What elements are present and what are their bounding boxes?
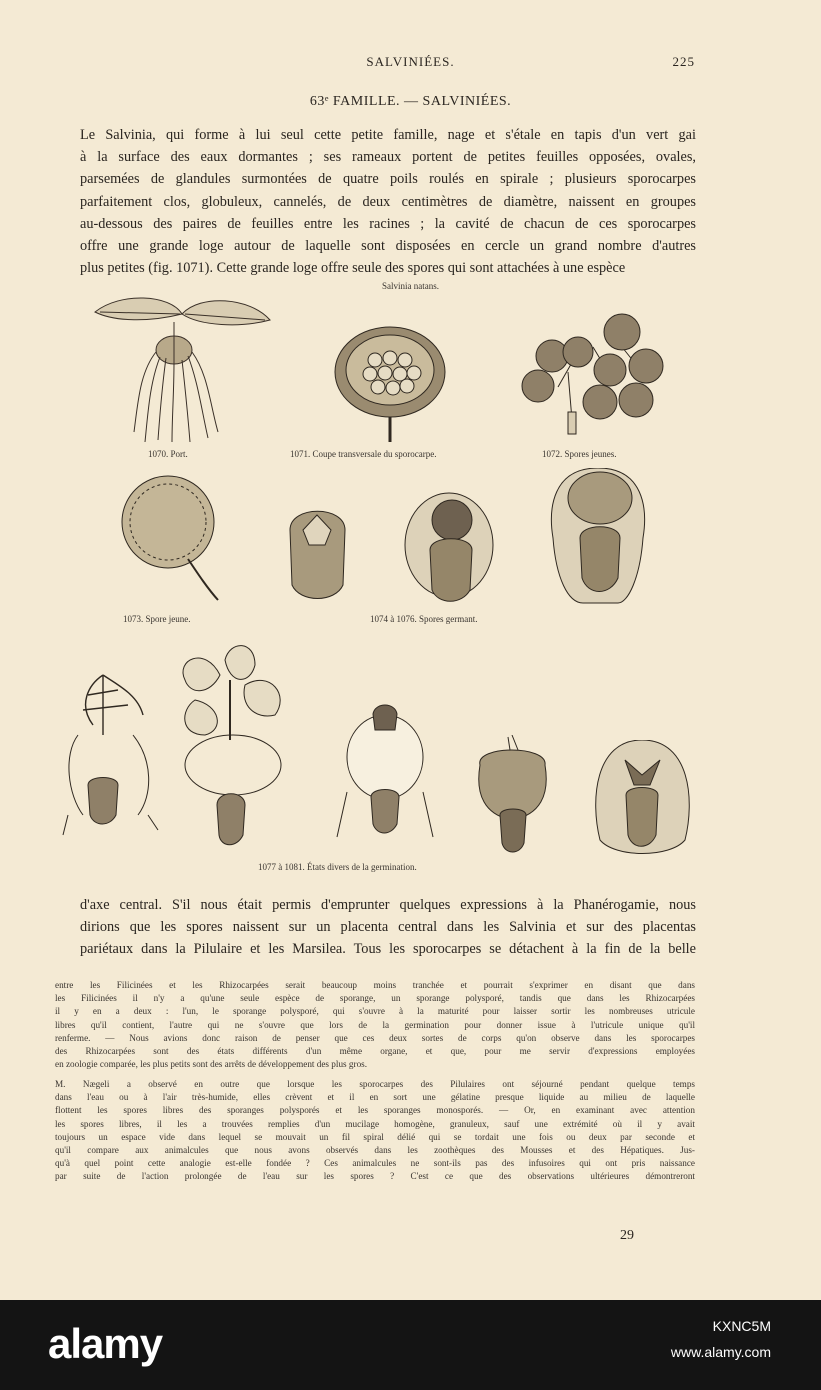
text-line: Le Salvinia, qui forme à lui seul cette petite famille, nage et s'étale en tapis d'un vert gai — [80, 127, 696, 143]
footnote-line: les Filicinées il n'y a qu'une seule espèce de sporange, un sporange polysporé, tandis que dans les Rhizocarpées — [55, 993, 695, 1004]
figure-1072-young-spores-illustration — [518, 312, 668, 437]
caption-1074: 1074 à 1076. Spores germant. — [370, 614, 478, 624]
figure-1081-germination-illustration — [590, 740, 695, 858]
signature-mark: 29 — [620, 1228, 634, 1243]
footnote-line: renferme. — Nous avions donc raison de penser que ces deux sortes de corps qu'on observe dans les sporocarpes — [55, 1032, 695, 1043]
footnote-line: entre les Filicinées et les Rhizocarpées serait beaucoup moins tranchée et pourrait s'exprimer en disant que dans — [55, 980, 695, 990]
figure-1073-young-spore-illustration — [118, 474, 228, 604]
paragraph-2 — [80, 894, 696, 961]
caption-1077: 1077 à 1081. États divers de la germination. — [258, 862, 417, 872]
text-line: au-dessous des paires de feuilles entre les racines ; la cavité de chacun de ces sporocarpes — [80, 215, 696, 232]
figure-1075-spore-illustration — [402, 490, 497, 610]
footnote-line: il y en a deux : l'un, le sporange polysporé, qui s'ouvre à la maturité pour laisser sortir les nombreuses utricule — [55, 1006, 695, 1017]
footnote-line: qu'à quel point cette analogie est-elle fondée ? Ces animalcules ne sont-ils pas des infusoires qui ont pris naissance — [55, 1158, 695, 1169]
plate-title: Salvinia natans. — [382, 281, 439, 291]
figure-1078-germination-illustration — [175, 640, 290, 852]
footnote-line: des Rhizocarpées sont des états différents d'un même organe, et que, pour me servir d'expressions employées — [55, 1046, 695, 1057]
caption-1072: 1072. Spores jeunes. — [542, 449, 617, 459]
running-title: SALVINIÉES. — [366, 54, 455, 69]
caption-1070: 1070. Port. — [148, 449, 188, 459]
figure-1079-germination-illustration — [335, 702, 435, 842]
text-line: plus petites (fig. 1071). Cette grande loge offre seule des spores qui sont attachées à une espèce — [80, 260, 626, 277]
text-line: pariétaux dans la Pilulaire et les Marsilea. Tous les sporocarpes se détachent à la fin de la belle — [80, 941, 696, 958]
text-line: dirions que les spores naissent sur un placenta central dans les Salvinia et sur des placentas — [80, 919, 696, 936]
footnote-2 — [55, 1078, 695, 1184]
caption-1073: 1073. Spore jeune. — [123, 614, 191, 624]
figure-1071-sporocarp-section-illustration — [330, 320, 450, 445]
site-url-label: www.alamy.com — [670, 1344, 771, 1360]
footnote-line: toujours un espace vide dans lequel se mouvait un fil spiral délié qui se tordait une fois ou deux par seconde et — [55, 1131, 695, 1142]
footnote-line: dans l'eau ou à l'air très-humide, elles crèvent et il en sort une gélatine presque liquide au milieu de laquelle — [55, 1092, 695, 1103]
figure-1080-germination-illustration — [470, 735, 555, 857]
text-line: à la surface des eaux dormantes ; ses rameaux portent de petites feuilles opposées, ovales, — [80, 149, 696, 166]
image-id-label: KXNC5M — [712, 1318, 771, 1334]
footnote-line: libres qu'il contient, l'autre qui ne s'ouvre que lors de la germination pour donner issue à l'utricule unique qu'il — [55, 1019, 695, 1030]
footnote-line: par suite de l'action prolongée de l'eau sur les spores ? C'est ce que des observations ultérieures démontreront — [55, 1171, 695, 1182]
figure-1077-germination-illustration — [58, 665, 163, 845]
figure-1076-spore-illustration — [548, 468, 653, 608]
footnote-line: M. Nægeli a observé en outre que lorsque les sporocarpes des Pilulaires ont séjourné pendant quelque temps — [55, 1079, 695, 1089]
footnote-line: qu'il compare aux animalcules que nous avons observés dans les zoothèques des Mousses et des Hépatiques. Jus- — [55, 1145, 695, 1156]
watermark-band — [0, 1300, 821, 1390]
text-line: parsemées de glandules surmontées de quatre poils roulés en spirale ; plusieurs sporocarpes — [80, 171, 696, 188]
text-line: d'axe central. S'il nous était permis d'emprunter quelques expressions à la Phanérogamie, nous — [80, 897, 696, 913]
chapter-title: 63ᵉ FAMILLE. — SALVINIÉES. — [309, 94, 512, 109]
alamy-logo: alamy — [48, 1320, 163, 1367]
footnote-1 — [55, 979, 695, 1071]
caption-1071: 1071. Coupe transversale du sporocarpe. — [290, 449, 437, 459]
footnote-line: flottent les spores libres des sporanges polysporés et les sporanges monosporés. — Or, en examinant avec attention — [55, 1105, 695, 1116]
page-number: 225 — [672, 54, 695, 69]
text-line: offre une grande loge autour de laquelle sont disposées en cercle un grand nombre d'autres — [80, 238, 696, 255]
paragraph-1 — [80, 124, 696, 279]
footnote-line: les spores libres, il les a trouvées remplies d'un mucilage homogène, granuleux, sauf une extrémité où il y avait — [55, 1118, 695, 1129]
text-line: parfaitement clos, globuleux, cannelés, de deux centimètres de diamètre, naissent en groupes — [80, 193, 696, 210]
footnote-line: en zoologie comparée, les plus petits sont des arrêts de développement des plus gros. — [55, 1059, 368, 1070]
figure-1070-plant-illustration — [90, 292, 275, 447]
figure-1074-spore-illustration — [285, 505, 350, 605]
